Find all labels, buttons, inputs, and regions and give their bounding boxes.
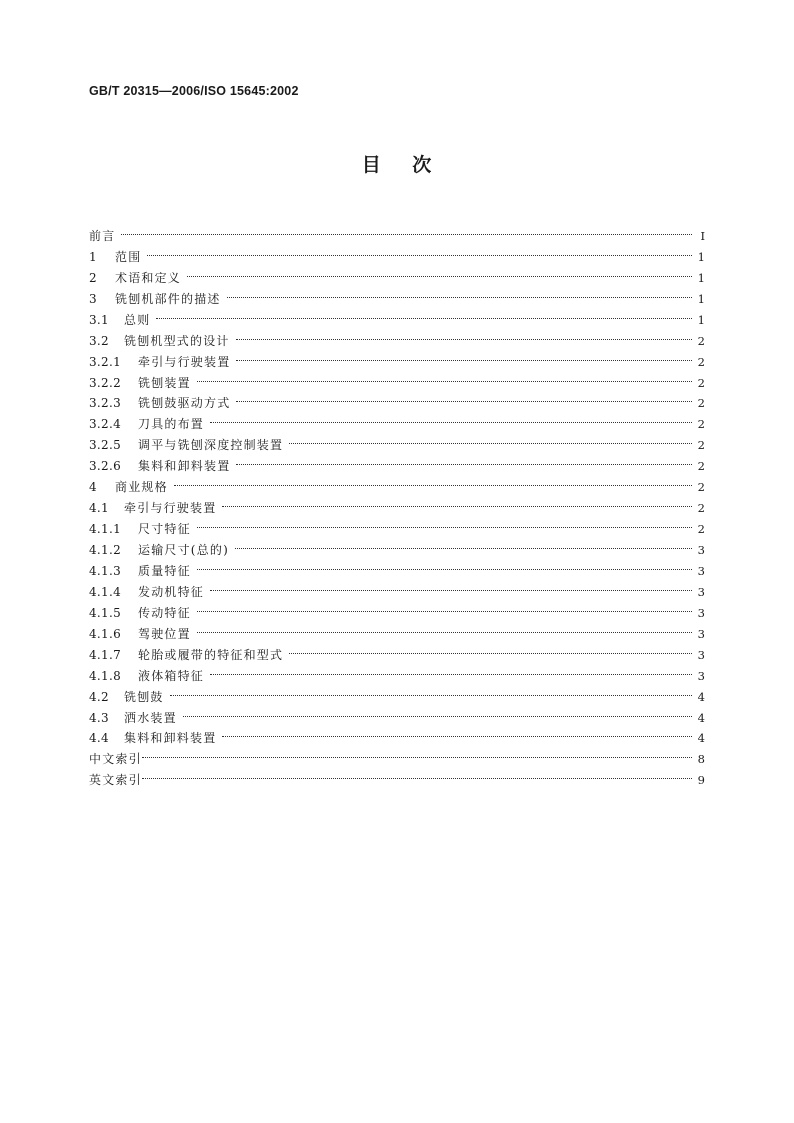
- toc-entry-title: 轮胎或履带的特征和型式: [138, 647, 284, 662]
- toc-entry[interactable]: [89, 742, 705, 767]
- toc-entry-number: 4.4: [89, 731, 109, 746]
- toc-entry-page: 2: [697, 480, 705, 495]
- toc-entry-number: 4.1.2: [89, 543, 122, 557]
- toc-entry-title: 铣刨机型式的设计: [124, 333, 230, 348]
- toc-entry-page: 3: [697, 668, 705, 683]
- toc-entry-number: 4.1.8: [89, 668, 122, 683]
- toc-entry-title: 牵引与行驶装置: [124, 501, 217, 516]
- page-title: 目 次: [361, 154, 433, 176]
- toc-leader-dots: [222, 722, 692, 743]
- toc-entry-number: 3.1: [89, 312, 109, 327]
- toc-entry-number: 3: [89, 291, 97, 306]
- toc-entry-title: 刀具的布置: [138, 417, 205, 432]
- toc-leader-dots: [227, 282, 692, 303]
- toc-entry-title: 铣刨装置: [138, 375, 191, 390]
- toc-entry-title: 牵引与行驶装置: [138, 354, 231, 369]
- table-of-contents: [89, 219, 705, 788]
- toc-entry[interactable]: [89, 240, 705, 264]
- toc-entry-page: 2: [697, 522, 705, 537]
- toc-entry[interactable]: [89, 303, 705, 327]
- toc-entry-page: 2: [697, 375, 705, 390]
- toc-entry-title: 液体箱特征: [138, 668, 205, 683]
- toc-leader-dots: [121, 219, 692, 240]
- toc-leader-dots: [170, 680, 692, 701]
- toc-leader-dots: [142, 763, 692, 784]
- toc-entry-page: 3: [697, 563, 705, 578]
- toc-entry-title: 调平与铣刨深度控制装置: [138, 438, 284, 453]
- toc-entry-title: 铣刨鼓: [124, 689, 164, 704]
- toc-entry-title: 发动机特征: [138, 584, 205, 599]
- toc-leader-dots: [197, 512, 692, 533]
- toc-entry-title: 总则: [124, 312, 151, 327]
- toc-entry-page: 1: [697, 270, 705, 285]
- toc-leader-dots: [183, 701, 692, 722]
- toc-entry-title: 尺寸特征: [138, 522, 191, 537]
- toc-entry-title: 中文索引: [89, 752, 142, 767]
- toc-leader-dots: [156, 303, 692, 324]
- toc-entry[interactable]: [89, 470, 705, 495]
- toc-entry-number: 4.1: [89, 501, 109, 516]
- toc-entry-number: 3.2.4: [89, 417, 122, 432]
- toc-entry-page: I: [700, 228, 705, 243]
- toc-entry-page: 2: [697, 333, 705, 348]
- toc-leader-dots: [197, 617, 692, 638]
- toc-entry-title: 质量特征: [138, 563, 191, 578]
- toc-leader-dots: [197, 596, 692, 617]
- toc-entry-page: 2: [697, 438, 705, 453]
- toc-entry[interactable]: [89, 701, 705, 725]
- toc-leader-dots: [197, 366, 692, 387]
- toc-entry-title: 集料和卸料装置: [138, 459, 231, 474]
- toc-entry-number: 3.2.2: [89, 375, 122, 390]
- toc-entry-title: 术语和定义: [115, 270, 182, 285]
- toc-leader-dots: [289, 638, 692, 659]
- toc-leader-dots: [174, 470, 692, 491]
- toc-leader-dots: [236, 345, 692, 366]
- toc-entry-title: 前言: [89, 228, 116, 243]
- toc-entry-page: 2: [697, 417, 705, 432]
- toc-entry[interactable]: [89, 722, 705, 746]
- toc-entry-title: 驾驶位置: [138, 626, 191, 641]
- toc-entry-number: 3.2.3: [89, 396, 122, 411]
- toc-leader-dots: [236, 449, 692, 470]
- toc-entry-page: 4: [697, 689, 705, 704]
- toc-entry-number: 3.2.6: [89, 459, 122, 474]
- standard-code-header: GB/T 20315—2006/ISO 15645:2002: [89, 84, 299, 98]
- toc-entry[interactable]: [89, 282, 705, 306]
- toc-entry[interactable]: [89, 261, 705, 285]
- toc-leader-dots: [147, 240, 692, 261]
- toc-leader-dots: [289, 428, 692, 449]
- toc-entry-page: 2: [697, 501, 705, 516]
- toc-entry-page: 8: [697, 752, 705, 767]
- toc-entry-page: 2: [697, 354, 705, 369]
- toc-entry-page: 4: [697, 731, 705, 746]
- toc-entry-number: 4.1.5: [89, 605, 122, 620]
- toc-entry[interactable]: [89, 680, 705, 704]
- toc-leader-dots: [187, 261, 692, 282]
- toc-entry-number: 4.1.6: [89, 626, 122, 641]
- toc-leader-dots: [142, 742, 692, 763]
- toc-entry-page: 1: [697, 249, 705, 264]
- toc-entry-page: 3: [697, 626, 705, 641]
- toc-entry-page: 1: [697, 291, 705, 306]
- toc-leader-dots: [222, 491, 692, 512]
- toc-entry-page: 1: [697, 312, 705, 327]
- toc-entry-number: 4.1.4: [89, 584, 122, 599]
- toc-entry[interactable]: [89, 763, 705, 788]
- toc-entry-number: 4.1.3: [89, 563, 122, 578]
- toc-entry-title: 英文索引: [89, 773, 142, 788]
- toc-entry-number: 4.1.7: [89, 647, 122, 662]
- toc-entry-number: 1: [89, 249, 97, 264]
- toc-entry-page: 2: [697, 396, 705, 411]
- toc-entry-page: 3: [697, 647, 705, 662]
- toc-entry-title: 运输尺寸(总的): [138, 543, 229, 557]
- toc-leader-dots: [236, 324, 692, 345]
- toc-entry-title: 铣刨机部件的描述: [115, 291, 221, 306]
- toc-entry-number: 4.2: [89, 689, 109, 704]
- toc-entry-title: 洒水装置: [124, 710, 177, 725]
- toc-leader-dots: [197, 554, 692, 575]
- toc-entry-number: 3.2.1: [89, 354, 122, 369]
- toc-entry-title: 范围: [115, 249, 142, 264]
- toc-entry-page: 2: [697, 459, 705, 474]
- toc-entry-title: 铣刨鼓驱动方式: [138, 396, 231, 411]
- toc-entry-title: 传动特征: [138, 605, 191, 620]
- toc-entry-page: 3: [697, 584, 705, 599]
- toc-entry-page: 3: [697, 543, 705, 557]
- toc-entry-number: 2: [89, 270, 97, 285]
- toc-entry[interactable]: [89, 491, 705, 516]
- toc-entry-page: 9: [697, 773, 705, 788]
- toc-entry[interactable]: [89, 324, 705, 348]
- toc-leader-dots: [236, 387, 692, 408]
- toc-leader-dots: [210, 659, 692, 680]
- toc-entry-title: 集料和卸料装置: [124, 731, 217, 746]
- toc-entry-number: 4.1.1: [89, 522, 122, 537]
- toc-entry-title: 商业规格: [115, 480, 168, 495]
- toc-entry-page: 4: [697, 710, 705, 725]
- toc-entry-number: 4.3: [89, 710, 109, 725]
- toc-entry-page: 3: [697, 605, 705, 620]
- toc-entry-number: 3.2: [89, 333, 109, 348]
- toc-leader-dots: [210, 407, 692, 428]
- toc-entry[interactable]: [89, 219, 705, 243]
- toc-leader-dots: [210, 575, 692, 596]
- toc-entry-number: 3.2.5: [89, 438, 122, 453]
- toc-leader-dots: [235, 533, 692, 554]
- toc-entry-number: 4: [89, 480, 97, 495]
